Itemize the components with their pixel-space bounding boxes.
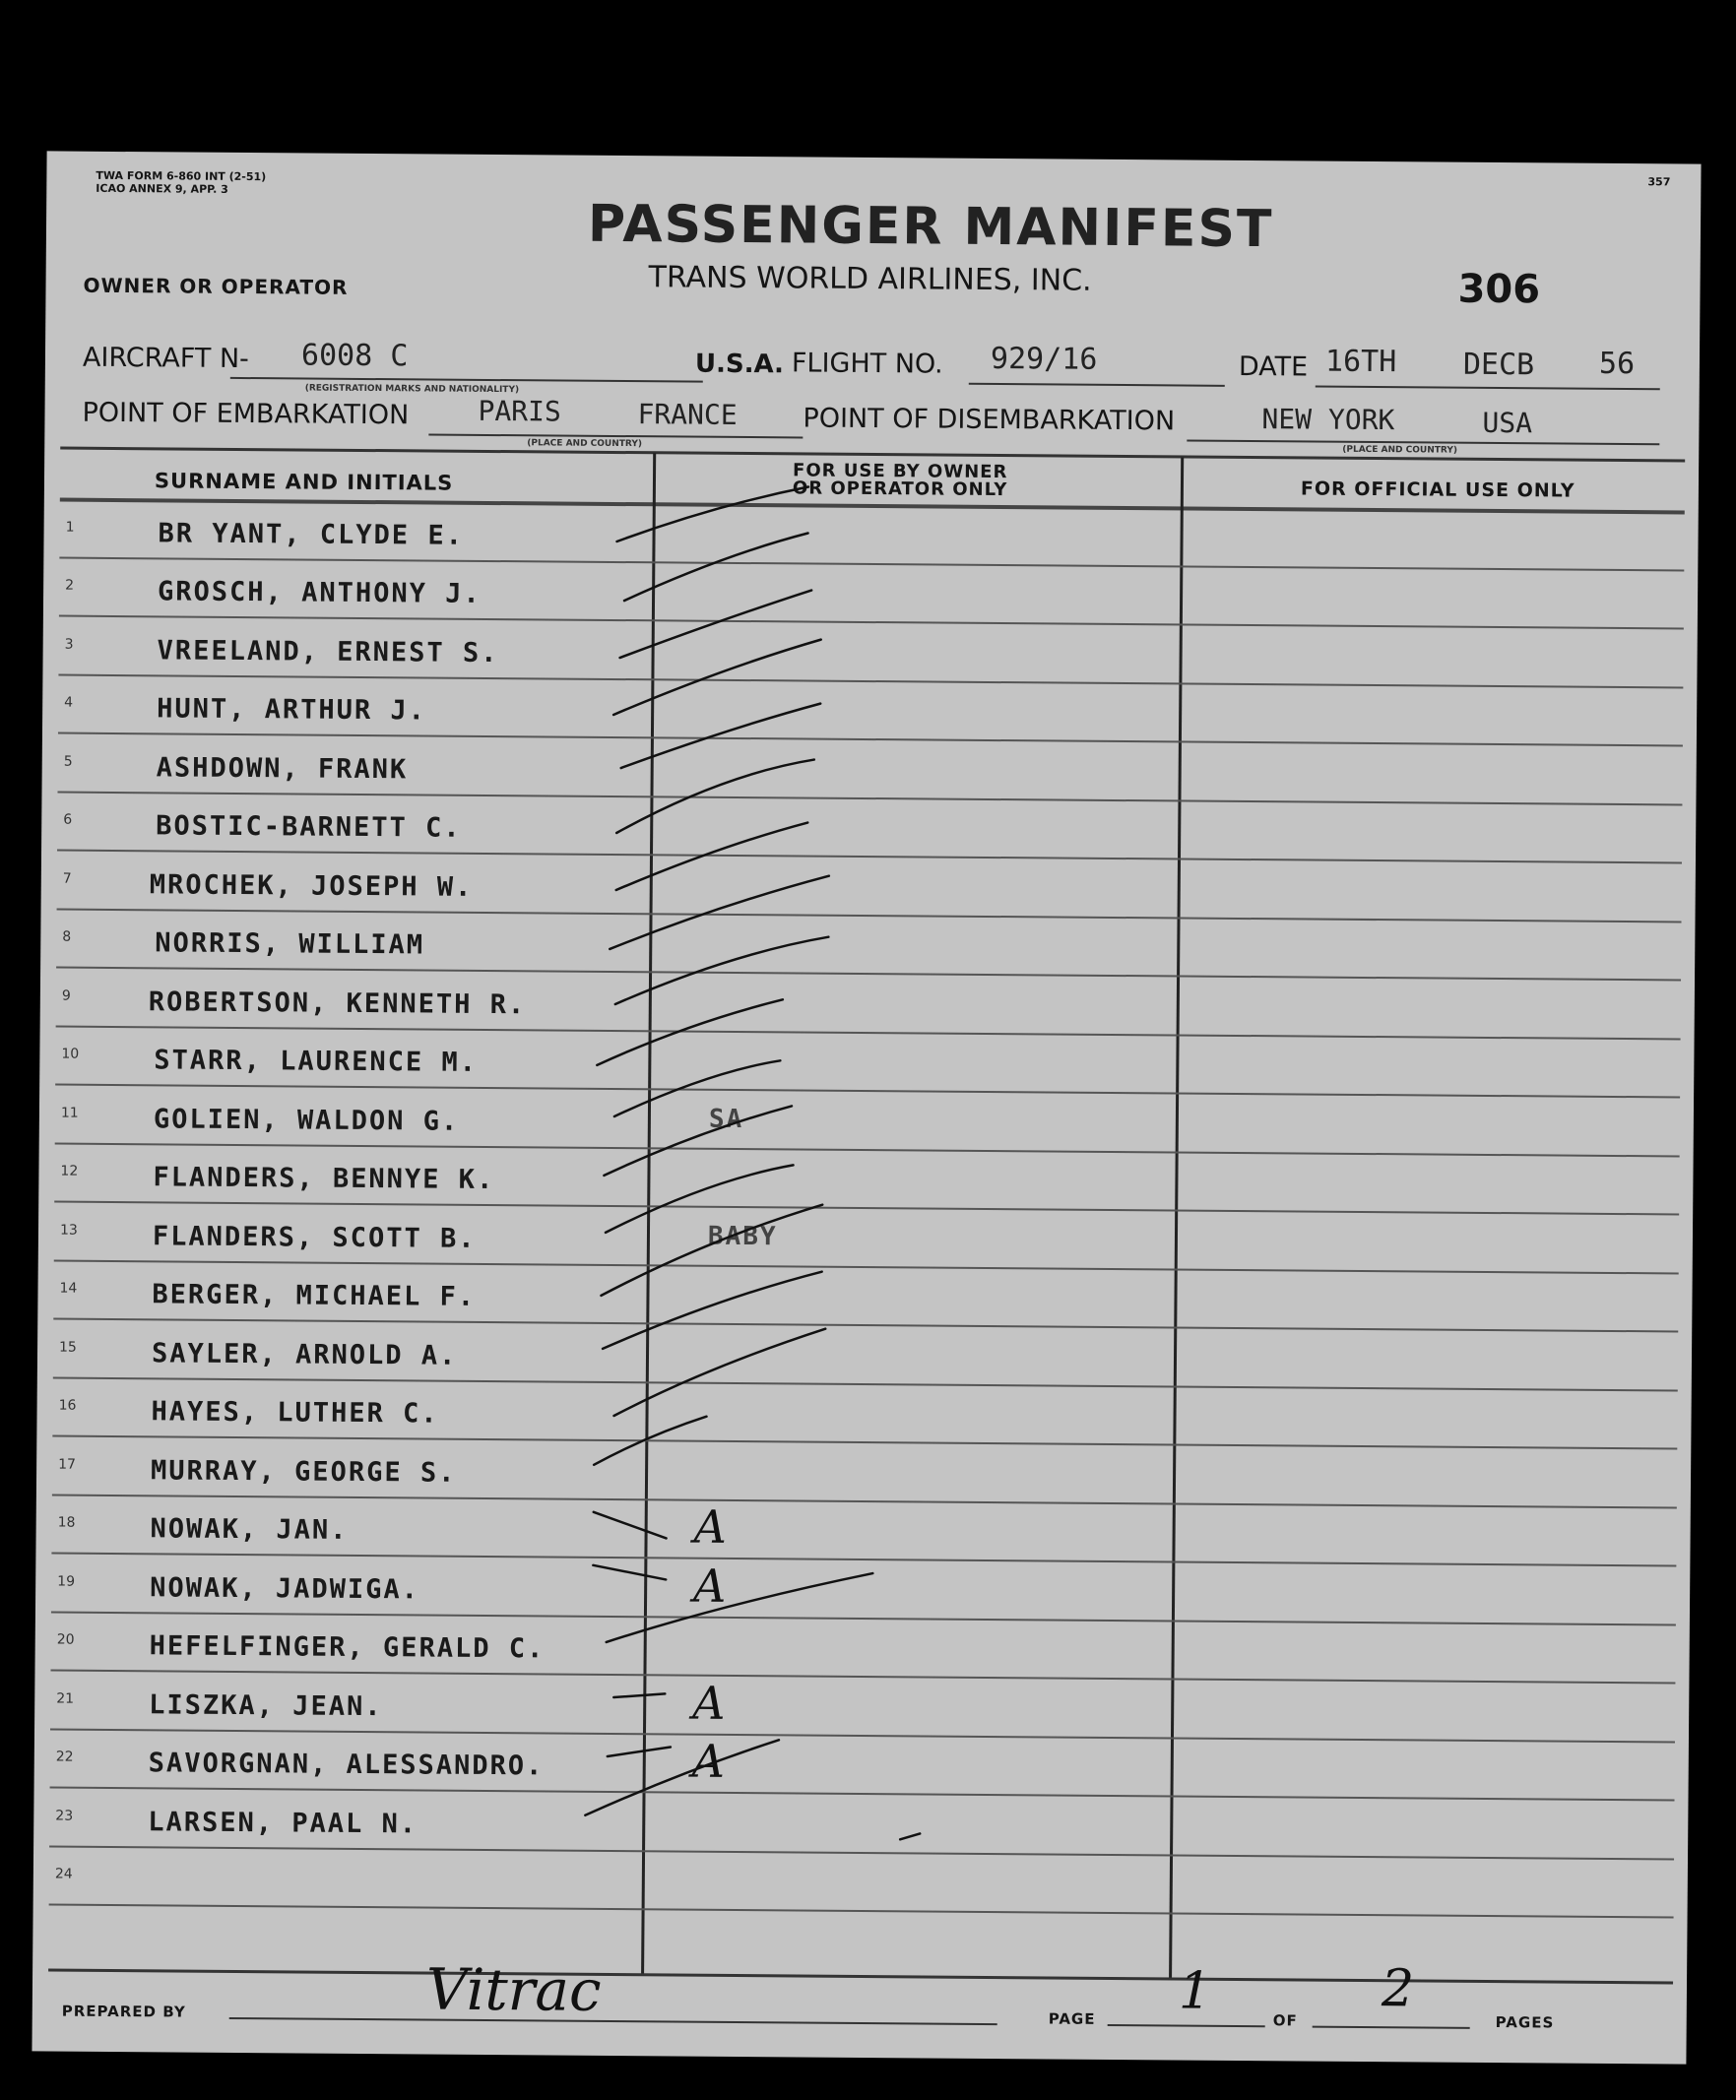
date-day: 16TH	[1324, 344, 1397, 380]
row-number: 12	[60, 1163, 79, 1179]
passenger-name: BR YANT, CLYDE E.	[158, 517, 465, 551]
passenger-name: GROSCH, ANTHONY J.	[157, 576, 482, 609]
form-id-line2: ICAO ANNEX 9, APP. 3	[96, 181, 228, 196]
passenger-name: LISZKA, JEAN.	[149, 1688, 383, 1722]
passenger-name: ASHDOWN, FRANK	[156, 751, 409, 785]
passenger-name: ROBERTSON, KENNETH R.	[148, 986, 527, 1020]
row-number: 20	[56, 1631, 75, 1648]
passenger-name: NOWAK, JADWIGA.	[150, 1571, 420, 1605]
of-label: OF	[1272, 2011, 1298, 2030]
passenger-name: SAYLER, ARNOLD A.	[151, 1337, 458, 1371]
owner-use-note: A	[692, 1676, 726, 1730]
page-label: PAGE	[1048, 2009, 1096, 2028]
row-number: 17	[58, 1456, 77, 1473]
owner-operator-label: OWNER OR OPERATOR	[83, 273, 349, 299]
row-number: 18	[57, 1514, 76, 1531]
registration-caption: (REGISTRATION MARKS AND NATIONALITY)	[304, 383, 520, 396]
row-number: 19	[57, 1573, 76, 1590]
total-pages: 2	[1381, 1959, 1415, 2019]
row-number: 5	[63, 753, 73, 770]
date-month: DECB	[1462, 347, 1535, 383]
row-number: 6	[63, 811, 73, 828]
passenger-name: HAYES, LUTHER C.	[151, 1396, 439, 1430]
embarkation-country: FRANCE	[637, 398, 738, 431]
row-number: 9	[61, 987, 71, 1004]
row-number: 15	[59, 1339, 77, 1356]
aircraft-label: AIRCRAFT N-	[82, 342, 249, 375]
row-number: 4	[64, 694, 74, 711]
row-number: 8	[62, 928, 72, 945]
airline-name: TRANS WORLD AIRLINES, INC.	[648, 260, 1092, 298]
disembark-place-caption: (PLACE AND COUNTRY)	[1342, 444, 1458, 456]
pages-label: PAGES	[1495, 2013, 1555, 2032]
owner-use-note: BABY	[707, 1221, 778, 1251]
disembarkation-country: USA	[1482, 406, 1533, 440]
date-year: 56	[1598, 346, 1636, 382]
manifest-sheet	[32, 151, 1701, 2064]
owner-column-header-1: FOR USE BY OWNER	[792, 460, 1008, 483]
passenger-name: LARSEN, PAAL N.	[148, 1806, 418, 1839]
prepared-by-signature: Vitrac	[425, 1955, 602, 2024]
passenger-name: FLANDERS, SCOTT B.	[152, 1220, 477, 1254]
row-number: 10	[61, 1046, 80, 1062]
row-number: 23	[55, 1808, 74, 1824]
row-number: 22	[55, 1749, 74, 1765]
owner-column-header-2: OR OPERATOR ONLY	[792, 477, 1008, 501]
passenger-name: HUNT, ARTHUR J.	[157, 693, 427, 727]
flight-number: 929/16	[990, 341, 1098, 377]
passenger-name: STARR, LAURENCE M.	[154, 1045, 479, 1078]
disembarkation-label: POINT OF DISEMBARKATION	[803, 403, 1176, 437]
passenger-name: GOLIEN, WALDON G.	[153, 1103, 460, 1137]
row-number: 3	[64, 636, 74, 653]
aircraft-value: 6008 C	[300, 338, 409, 374]
usa-label: U.S.A.	[694, 349, 785, 380]
row-number: 2	[65, 577, 75, 594]
form-id-line1: TWA FORM 6-860 INT (2-51)	[96, 168, 267, 184]
row-number: 14	[59, 1280, 78, 1297]
row-number: 1	[65, 519, 75, 536]
passenger-name: MROCHEK, JOSEPH W.	[149, 868, 474, 903]
manifest-title: PASSENGER MANIFEST	[587, 194, 1274, 260]
passenger-name: MURRAY, GEORGE S.	[150, 1454, 457, 1489]
row-number: 16	[58, 1397, 77, 1414]
passenger-name: NORRIS, WILLIAM	[155, 927, 425, 961]
passenger-name: BERGER, MICHAEL F.	[152, 1279, 477, 1312]
row-number: 11	[60, 1105, 79, 1121]
passenger-name: SAVORGNAN, ALESSANDRO.	[148, 1748, 545, 1782]
passenger-name: VREELAND, ERNEST S.	[157, 634, 499, 668]
corner-code: 357	[1647, 175, 1671, 189]
owner-use-note: A	[693, 1499, 728, 1554]
passenger-name: NOWAK, JAN.	[150, 1513, 349, 1546]
date-label: DATE	[1238, 350, 1309, 383]
row-number: 7	[62, 870, 72, 887]
handwritten-check-marks	[32, 151, 1701, 2064]
embark-place-caption: (PLACE AND COUNTRY)	[527, 438, 643, 450]
flight-label: FLIGHT NO.	[791, 348, 943, 380]
owner-use-note: A	[692, 1559, 727, 1613]
surname-column-header: SURNAME AND INITIALS	[154, 469, 454, 495]
passenger-name: BOSTIC-BARNETT C.	[156, 810, 462, 844]
row-number: 24	[54, 1866, 73, 1882]
prepared-by-label: PREPARED BY	[61, 2002, 186, 2021]
disembarkation-city: NEW YORK	[1261, 403, 1395, 437]
owner-use-note: A	[691, 1734, 726, 1788]
manifest-number: 306	[1457, 266, 1541, 313]
page-number: 1	[1178, 1961, 1212, 2021]
official-column-header: FOR OFFICIAL USE ONLY	[1300, 477, 1575, 502]
embarkation-city: PARIS	[478, 394, 561, 428]
owner-use-note: SA	[708, 1104, 744, 1134]
passenger-name: HEFELFINGER, GERALD C.	[149, 1630, 546, 1665]
passenger-name: FLANDERS, BENNYE K.	[153, 1162, 495, 1196]
row-number: 13	[59, 1222, 78, 1239]
row-number: 21	[56, 1690, 75, 1707]
embarkation-label: POINT OF EMBARKATION	[82, 397, 410, 431]
